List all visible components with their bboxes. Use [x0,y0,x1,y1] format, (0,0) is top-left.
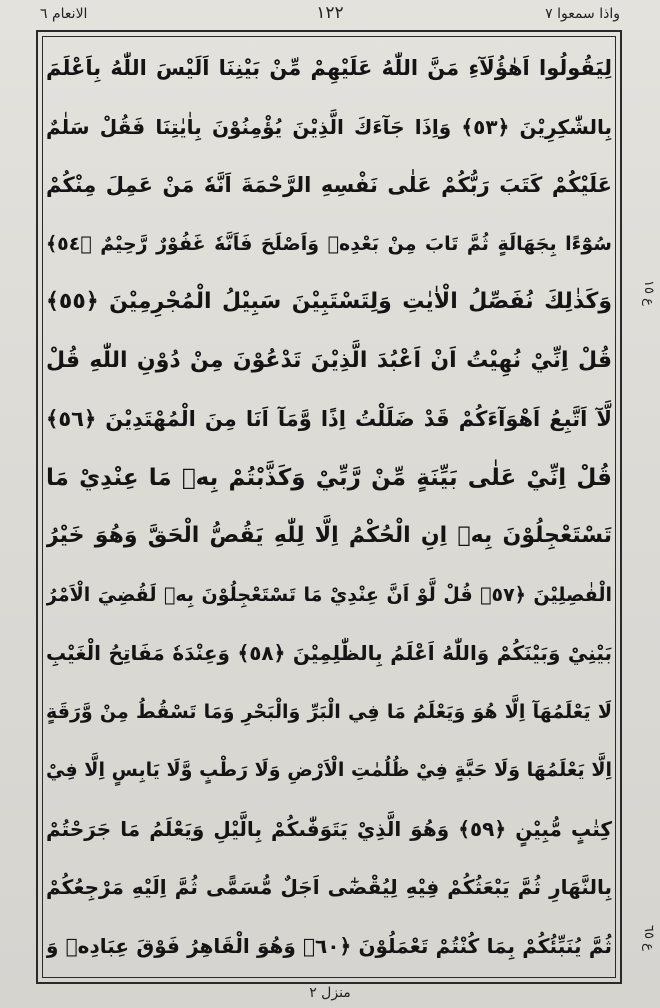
ruku-margin-mark: ع ٦٥ [641,925,656,951]
text-line: كِتٰبٍ مُّبِيْنٍ ﴿٥٩﴾ وَهُوَ الَّذِيْ يَتَوَفّٰىكُمْ بِالَّيْلِ وَيَعْلَمُ مَا جَرَحْتُمْ [46,816,612,841]
manzil-footer: منزل ٢ [309,985,351,1001]
text-line: ثُمَّ يُنَبِّئُكُمْ بِمَا كُنْتُمْ تَعْمَلُوْنَ ﴿٦٠﴾ وَهُوَ الْقَاهِرُ فَوْقَ عِبَادِهٖ وَ [46,933,612,958]
header-surah-name: الانعام ٦ [40,6,88,22]
text-line: بِالشّٰكِرِيْنَ ﴿٥٣﴾ وَاِذَا جَآءَكَ الَّذِيْنَ يُؤْمِنُوْنَ بِاٰيٰتِنَا فَقُلْ سَلٰمٌ [46,114,612,139]
text-line: عَلَيْكُمْ كَتَبَ رَبُّكُمْ عَلٰى نَفْسِهِ الرَّحْمَةَ اَنَّهٗ مَنْ عَمِلَ مِنْكُمْ [46,173,612,198]
text-line: اِلَّا يَعْلَمُهَا وَلَا حَبَّةٍ فِيْ ظُلُمٰتِ الْاَرْضِ وَلَا رَطْبٍ وَّلَا يَابِسٍ اِلَّا فِيْ [46,759,612,782]
header-juz-name: واذا سمعوا ٧ [545,6,620,22]
header-page-number: ١٢٢ [316,3,344,23]
text-line: تَسْتَعْجِلُوْنَ بِهٖ اِنِ الْحُكْمُ اِلَّا لِلّٰهِ يَقُصُّ الْحَقَّ وَهُوَ خَيْرُ [46,523,612,549]
text-line: وَكَذٰلِكَ نُفَصِّلُ الْاٰيٰتِ وَلِتَسْتَبِيْنَ سَبِيْلُ الْمُجْرِمِيْنَ ﴿٥٥﴾ [46,289,612,315]
text-line: لَا يَعْلَمُهَآ اِلَّا هُوَ وَيَعْلَمُ مَا فِي الْبَرِّ وَالْبَحْرِ وَمَا تَسْقُطُ مِنْ وَّرَقَةٍ [46,700,612,723]
text-line: الْفٰصِلِيْنَ ﴿٥٧﴾ قُلْ لَّوْ اَنَّ عِنْدِيْ مَا تَسْتَعْجِلُوْنَ بِهٖ لَقُضِيَ الْاَمْرُ [46,583,612,606]
ruku-margin-mark: ع ١٥ [641,280,656,306]
text-line: قُلْ اِنِّيْ نُهِيْتُ اَنْ اَعْبُدَ الَّذِيْنَ تَدْعُوْنَ مِنْ دُوْنِ اللّٰهِ قُلْ [46,347,612,373]
text-line: بِالنَّهَارِ ثُمَّ يَبْعَثُكُمْ فِيْهِ لِيُقْضٰٓى اَجَلٌ مُّسَمًّى ثُمَّ اِلَيْهِ مَرْجِعُكُمْ [46,875,612,900]
quran-text-block [46,40,612,974]
text-line: قُلْ اِنِّيْ عَلٰى بَيِّنَةٍ مِّنْ رَّبِّيْ وَكَذَّبْتُمْ بِهٖ مَا عِنْدِيْ مَا [46,464,612,491]
page-header [40,2,620,28]
text-line: بَيْنِيْ وَبَيْنَكُمْ وَاللّٰهُ اَعْلَمُ بِالظّٰلِمِيْنَ ﴿٥٨﴾ وَعِنْدَهٗ مَفَاتِحُ الْغَيْبِ [46,641,612,666]
text-line: لَّآ اَتَّبِعُ اَهْوَآءَكُمْ قَدْ ضَلَلْتُ اِذًا وَّمَآ اَنَا مِنَ الْمُهْتَدِيْنَ ﴿٥٦﴾ [46,407,612,432]
text-line: سُوْٓءًا بِجَهَالَةٍ ثُمَّ تَابَ مِنْ بَعْدِهٖ وَاَصْلَحَ فَاَنَّهٗ غَفُوْرٌ رَّحِيْمٌ ﴿٥٤﴾ [46,232,612,255]
text-line: لِيَقُولُوا اَهٰؤُلَآءِ مَنَّ اللّٰهُ عَلَيْهِمْ مِّنْ بَيْنِنَا اَلَيْسَ اللّٰهُ بِاَعْلَمَ [46,56,612,80]
